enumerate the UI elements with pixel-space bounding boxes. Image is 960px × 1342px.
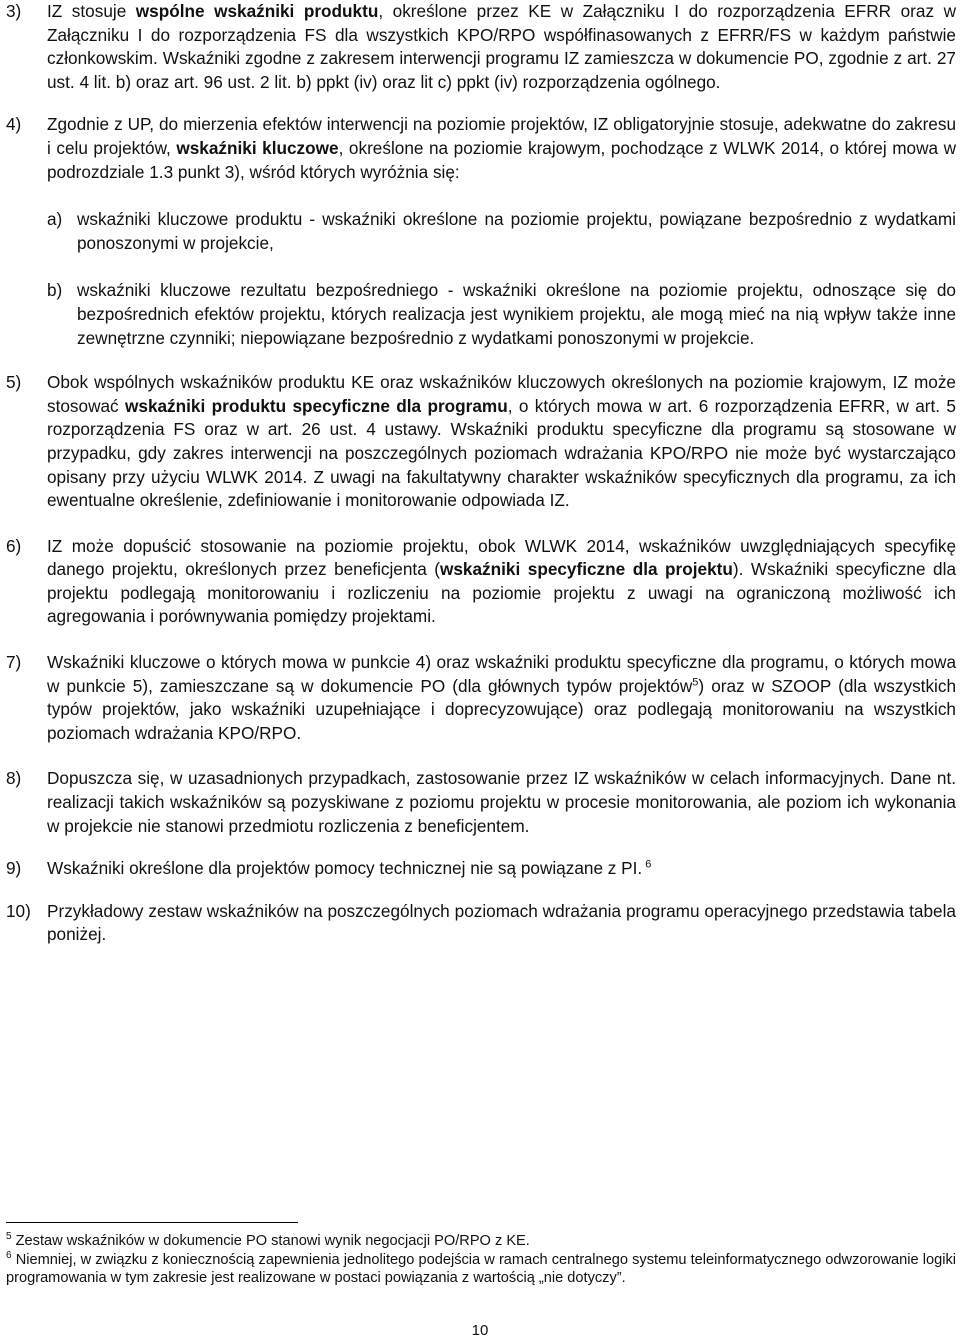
list-item-text bbox=[47, 0, 956, 94]
list-item-text bbox=[47, 900, 956, 947]
list-item-text bbox=[47, 857, 956, 881]
list-item-number: 10) bbox=[6, 900, 31, 921]
list-item-7 bbox=[6, 857, 956, 881]
list-item-3 bbox=[6, 371, 956, 513]
footnote-5 bbox=[6, 1232, 956, 1251]
text-run: , o których mowa w art. 6 rozporządzenia EFRR, w art. 5 rozporządzenia FS oraz w art. 26 ust. 4 ustawy. Wskaźniki produktu specyficzne dla programu są stosowane w przypadku, gdy zakres interwencji na poszczególnych poziomach wdrażania KPO/RPO nie może być wystarczająco opisany przy użyciu WLWK 2014. Z uwagi na fakultatywny charakter wskaźników specyficznych dla programu, za ich ewentualne określenie, zdefiniowanie i monitorowanie odpowiada IZ. bbox=[47, 395, 956, 511]
list-item-number: 3) bbox=[6, 1, 22, 21]
text-run: , określone przez KE w Załączniku I do rozporządzenia EFRR oraz w Załączniku I do rozporządzenia FS dla wszystkich KPO/RPO współfinasowanych z EFRR/FS w każdym państwie członkowskim. Wskaźniki zgodne z zakresem interwencji programu IZ zamieszcza w dokumencie PO, zgodnie z art. 27 ust. 4 lit. b) oraz art. 96 ust. 2 lit. b) ppkt (iv) oraz lit c) ppkt (iv) rozporządzenia ogólnego. bbox=[47, 1, 956, 92]
numbered-list bbox=[6, 0, 956, 947]
bold-term: wspólne wskaźniki produktu bbox=[135, 1, 379, 21]
footnote-6 bbox=[6, 1251, 956, 1288]
sub-item-text: wskaźniki kluczowe produktu - wskaźniki określone na poziomie projektu, powiązane bezpośrednio z wydatkami ponoszonymi w projekcie, bbox=[77, 209, 956, 253]
footnotes-section bbox=[6, 1222, 956, 1288]
text-run: IZ stosuje bbox=[47, 1, 136, 21]
text-run: ) oraz w SZOOP (dla wszystkich typów projektów, jako wskaźniki uzupełniające i doprecyzowujące) oraz podlegają monitorowaniu na wszystkich poziomach wdrażania KPO/RPO. bbox=[47, 675, 957, 743]
text-run: , określone na poziomie krajowym, pochodzące z WLWK 2014, o której mowa w podrozdziale 1.3 punkt 3), wśród których wyróżnia się: bbox=[47, 137, 957, 182]
list-item-8 bbox=[6, 900, 956, 947]
list-item-text bbox=[47, 113, 956, 184]
page-number: 10 bbox=[471, 1322, 489, 1339]
footnote-reference: 6 bbox=[642, 858, 652, 871]
footnote-text: Niemniej, w związku z koniecznością zapewnienia jednolitego podejścia w ramach centralnego systemu teleinformatycznego odwzorowanie logiki programowania w tym zakresie jest realizowane w postaci powiązania z wartością „nie dotyczy”. bbox=[6, 1251, 956, 1287]
bold-term: wskaźniki produktu specyficzne dla programu bbox=[125, 395, 508, 416]
list-item-text bbox=[47, 535, 956, 629]
footnote-mark: 6 bbox=[6, 1249, 12, 1261]
list-item-number: 4) bbox=[6, 114, 22, 135]
list-item-text bbox=[47, 651, 956, 745]
sub-item-text: wskaźniki kluczowe rezultatu bezpośredniego - wskaźniki określone na poziomie projektu, odnoszące się do bezpośrednich efektów projektu, których realizacja jest wynikiem projektu, ale mogą mieć na nią wpływ także inne zewnętrzne czynniki; niepowiązane bezpośrednio z wydatkami ponoszonymi w projekcie. bbox=[77, 280, 956, 348]
footnote-separator bbox=[6, 1222, 298, 1223]
list-item-6 bbox=[6, 767, 956, 838]
text-run: Przykładowy zestaw wskaźników na poszczególnych poziomach wdrażania programu operacyjnego przedstawia tabela poniżej. bbox=[47, 900, 956, 945]
list-item-number: 6) bbox=[6, 535, 22, 556]
text-run: ). Wskaźniki specyficzne dla projektu podlegają monitorowaniu i rozliczeniu na poziomie projektu z uwagi na ograniczoną możliwość ich agregowania i porównywania pomiędzy projektami. bbox=[47, 559, 956, 627]
sub-item-1 bbox=[47, 208, 956, 255]
list-item-number: 7) bbox=[6, 652, 22, 673]
sub-item-label: a) bbox=[47, 209, 63, 230]
bold-term: wskaźniki specyficzne dla projektu bbox=[440, 559, 733, 580]
footnote-mark: 5 bbox=[6, 1231, 12, 1243]
text-run: Obok wspólnych wskaźników produktu KE oraz wskaźników kluczowych określonych na poziomie krajowym, IZ może stosować bbox=[47, 372, 956, 416]
footnote-text: Zestaw wskaźników w dokumencie PO stanowi wynik negocjacji PO/RPO z KE. bbox=[15, 1233, 530, 1249]
sub-item-label: b) bbox=[47, 280, 63, 301]
text-run: Dopuszcza się, w uzasadnionych przypadkach, zastosowanie przez IZ wskaźników w celach informacyjnych. Dane nt. realizacji takich wskaźników są pozyskiwane z poziomu projektu w procesie monitorowania, ale poziom ich wykonania w projekcie nie stanowi przedmiotu rozliczenia z beneficjentem. bbox=[47, 768, 956, 836]
list-item-text bbox=[47, 371, 956, 513]
text-run: Wskaźniki kluczowe o których mowa w punkcie 4) oraz wskaźniki produktu specyficzne dla programu, o których mowa w punkcie 5), zamieszczane są w dokumencie PO (dla głównych typów projektów bbox=[47, 652, 956, 696]
list-item-4 bbox=[6, 535, 956, 629]
footnote-reference: 5 bbox=[692, 675, 699, 688]
list-item-2 bbox=[6, 113, 956, 350]
list-item-number: 8) bbox=[6, 768, 22, 789]
bold-term: wskaźniki kluczowe bbox=[176, 137, 339, 158]
text-run: Wskaźniki określone dla projektów pomocy technicznej nie są powiązane z PI. bbox=[47, 858, 643, 879]
sub-item-2 bbox=[47, 279, 956, 350]
list-item-5 bbox=[6, 651, 956, 745]
text-run: IZ może dopuścić stosowanie na poziomie projektu, obok WLWK 2014, wskaźników uwzględniających specyfikę danego projektu, określonych przez beneficjenta ( bbox=[47, 535, 956, 580]
text-run: Zgodnie z UP, do mierzenia efektów interwencji na poziomie projektów, IZ obligatoryjnie stosuje, adekwatne do zakresu i celu projektów, bbox=[47, 114, 956, 158]
list-item-number: 5) bbox=[6, 372, 22, 393]
list-item-1 bbox=[6, 0, 956, 94]
list-item-text bbox=[47, 767, 956, 838]
list-item-number: 9) bbox=[6, 858, 22, 879]
